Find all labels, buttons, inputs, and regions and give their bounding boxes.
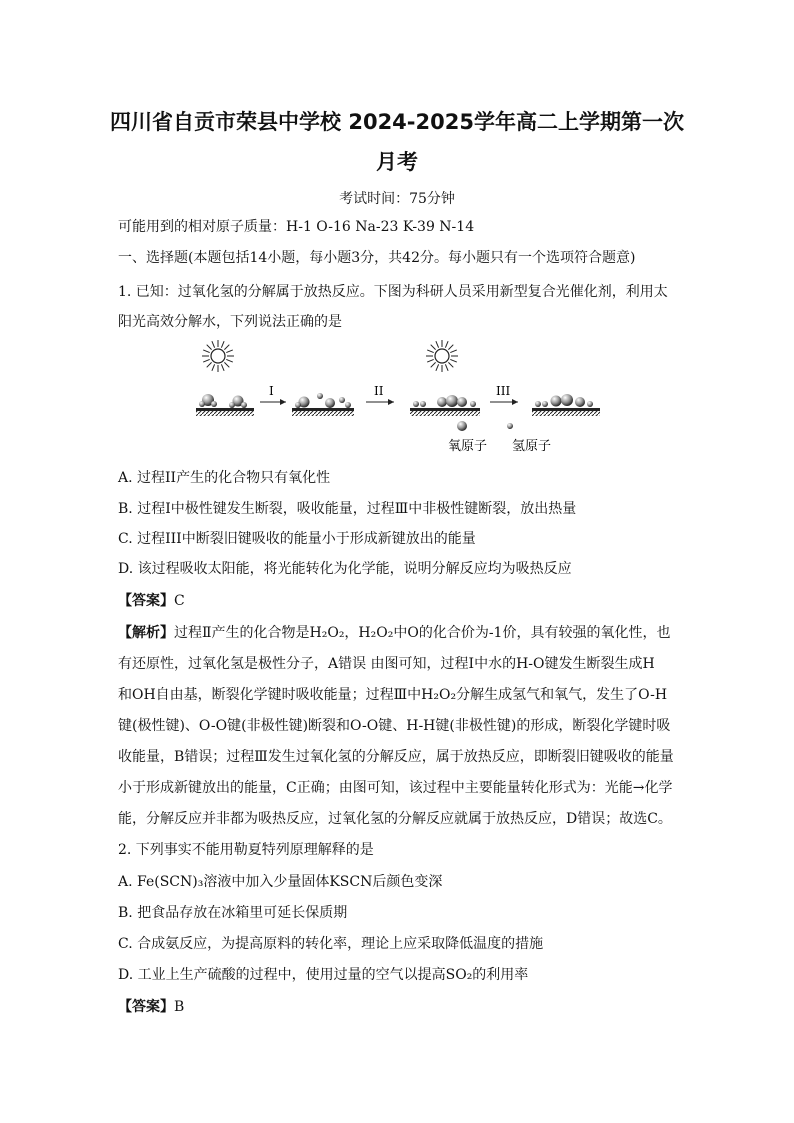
q1-option-c: C. 过程III中断裂旧键吸收的能量小于形成新键放出的能量 [118, 531, 476, 547]
q2-option-b: B. 把食品存放在冰箱里可延长保质期 [118, 905, 348, 921]
figure-legend [448, 421, 551, 454]
answer-label: 【答案】 [118, 593, 174, 609]
q1-analysis-line7: 能，分解反应并非都为吸热反应，过氧化氢的分解反应就属于放热反应，D错误；故选C。 [118, 811, 672, 827]
q1-answer [118, 591, 185, 611]
stage-3 [410, 395, 480, 416]
svg-text:III: III [496, 384, 511, 398]
q1-analysis-line5: 收能量，B错误；过程Ⅲ发生过氧化氢的分解反应，属于放热反应，即断裂旧键吸收的能量 [118, 749, 674, 765]
q2-option-c: C. 合成氨反应，为提高原料的转化率，理论上应采取降低温度的措施 [118, 936, 544, 952]
answer-value: B [174, 999, 185, 1015]
arrow-step-1 [260, 384, 286, 405]
q1-stem-line1: 1. 已知：过氧化氢的分解属于放热反应。下图为科研人员采用新型复合光催化剂，利用太 [118, 284, 668, 300]
q1-stem-line2: 阳光高效分解水，下列说法正确的是 [118, 314, 342, 330]
answer-value: C [174, 593, 185, 609]
svg-text:氧原子: 氧原子 [448, 439, 488, 454]
svg-text:II: II [374, 384, 384, 398]
q1-analysis-line3: 和OH自由基，断裂化学键时吸收能量；过程Ⅲ中H₂O₂分解生成氢气和氧气，发生了O-H [118, 687, 668, 703]
arrow-step-3 [490, 384, 518, 405]
stage-1 [196, 394, 254, 416]
analysis-label: 【解析】 [118, 625, 174, 641]
analysis-text: 过程Ⅱ产生的化合物是H₂O₂，H₂O₂中O的化合价为-1价，具有较强的氧化性，也 [174, 625, 671, 641]
q2-stem: 2. 下列事实不能用勒夏特列原理解释的是 [118, 842, 374, 858]
q1-analysis-line2: 有还原性，过氧化氢是极性分子，A错误 由图可知，过程I中水的H-O键发生断裂生成H [118, 656, 655, 672]
q1-option-b: B. 过程I中极性键发生断裂，吸收能量，过程Ⅲ中非极性键断裂，放出热量 [118, 501, 577, 517]
svg-text:氢原子: 氢原子 [512, 439, 552, 454]
section-heading: 一、选择题(本题包括14小题，每小题3分，共42分。每小题只有一个选项符合题意) [118, 250, 636, 266]
svg-text:I: I [269, 384, 274, 398]
q1-option-a: A. 过程II产生的化合物只有氧化性 [118, 470, 331, 486]
doc-title-line2: 月考 [376, 150, 418, 174]
doc-title-line1: 四川省自贡市荣县中学校 2024-2025学年高二上学期第一次 [110, 110, 684, 134]
stage-4 [532, 394, 600, 416]
q2-answer [118, 997, 184, 1017]
sun-icon [202, 340, 234, 372]
q1-figure [190, 338, 610, 456]
arrow-step-2 [366, 384, 394, 405]
q1-analysis-line6: 小于形成新键放出的能量，C正确；由图可知，该过程中主要能量转化形式为：光能→化学 [118, 780, 673, 796]
exam-time: 考试时间：75分钟 [339, 191, 455, 207]
atomic-mass-line: 可能用到的相对原子质量：H-1 O-16 Na-23 K-39 N-14 [118, 219, 475, 235]
stage-2 [292, 393, 354, 416]
answer-label: 【答案】 [118, 999, 174, 1015]
sun-icon [426, 340, 458, 372]
q2-option-a: A. Fe(SCN)₃溶液中加入少量固体KSCN后颜色变深 [118, 874, 443, 890]
q1-analysis-line4: 键(极性键)、O-O键(非极性键)断裂和O-O键、H-H键(非极性键)的形成，断裂化学键时吸 [118, 718, 671, 734]
q2-option-d: D. 工业上生产硫酸的过程中，使用过量的空气以提高SO₂的利用率 [118, 967, 529, 983]
q1-analysis-line1 [118, 623, 670, 643]
q1-option-d: D. 该过程吸收太阳能，将光能转化为化学能，说明分解反应均为吸热反应 [118, 561, 572, 577]
